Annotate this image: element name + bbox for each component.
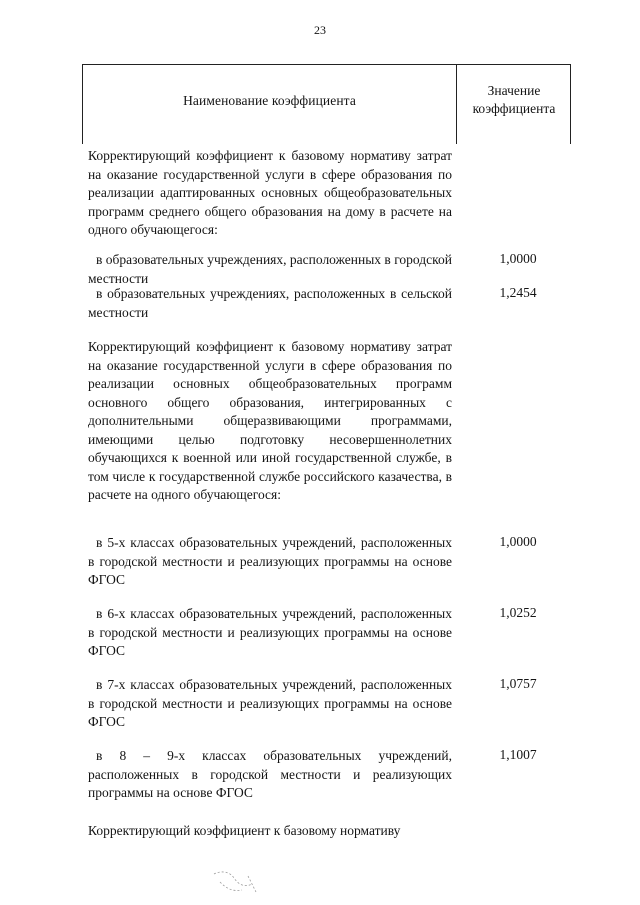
section2-value-grade6: 1,0252: [499, 605, 537, 620]
section1-description: Корректирующий коэффициент к базовому нормативу затрат на оказание государственной услуги в сфере образования по реализации адаптированных основных общеобразовательных программ среднего общего образования на дому в расчете на одного обучающегося:: [88, 148, 452, 237]
section3-description: Корректирующий коэффициент к базовому нормативу: [88, 823, 401, 838]
section2-value-grade7: 1,0757: [499, 676, 537, 691]
section2-row-grade7: в 7-х классах образовательных учреждений, расположенных в городской местности и реализующих программы на основе ФГОС: [88, 677, 452, 729]
header-value-column: [457, 82, 571, 118]
section2-description: Корректирующий коэффициент к базовому нормативу затрат на оказание государственной услуги в сфере образования по реализации основных общеобразовательных программ основного общего образования, интегрированных с дополнительными общеразвивающими программами, имеющими целью подготовку несовершеннолетних обучающихся к военной или иной государственной службе, в том числе к государственной службе российского казачества, в расчете на одного обучающегося:: [88, 339, 452, 502]
section2-row-grade8-9: в 8 – 9-х классах образовательных учреждений, расположенных в городской местности и реализующих программы на основе ФГОС: [88, 748, 452, 800]
header-value-line1: Значение: [487, 83, 541, 98]
page-number: 23: [314, 23, 326, 37]
section1-value-rural: 1,2454: [499, 285, 537, 300]
section1-value-urban: 1,0000: [499, 251, 537, 266]
section2-value-grade8-9: 1,1007: [499, 747, 537, 762]
section2-row-grade5: в 5-х классах образовательных учреждений, расположенных в городской местности и реализующих программы на основе ФГОС: [88, 535, 452, 587]
section2-value-grade5: 1,0000: [499, 534, 537, 549]
section1-row-rural: в образовательных учреждениях, расположенных в сельской местности: [88, 286, 452, 320]
header-value-line2: коэффициента: [472, 101, 556, 116]
ink-mark: [212, 868, 272, 898]
section1-row-urban: в образовательных учреждениях, расположенных в городской местности: [88, 252, 452, 286]
header-name-column: Наименование коэффициента: [183, 93, 356, 108]
section2-row-grade6: в 6-х классах образовательных учреждений, расположенных в городской местности и реализующих программы на основе ФГОС: [88, 606, 452, 658]
